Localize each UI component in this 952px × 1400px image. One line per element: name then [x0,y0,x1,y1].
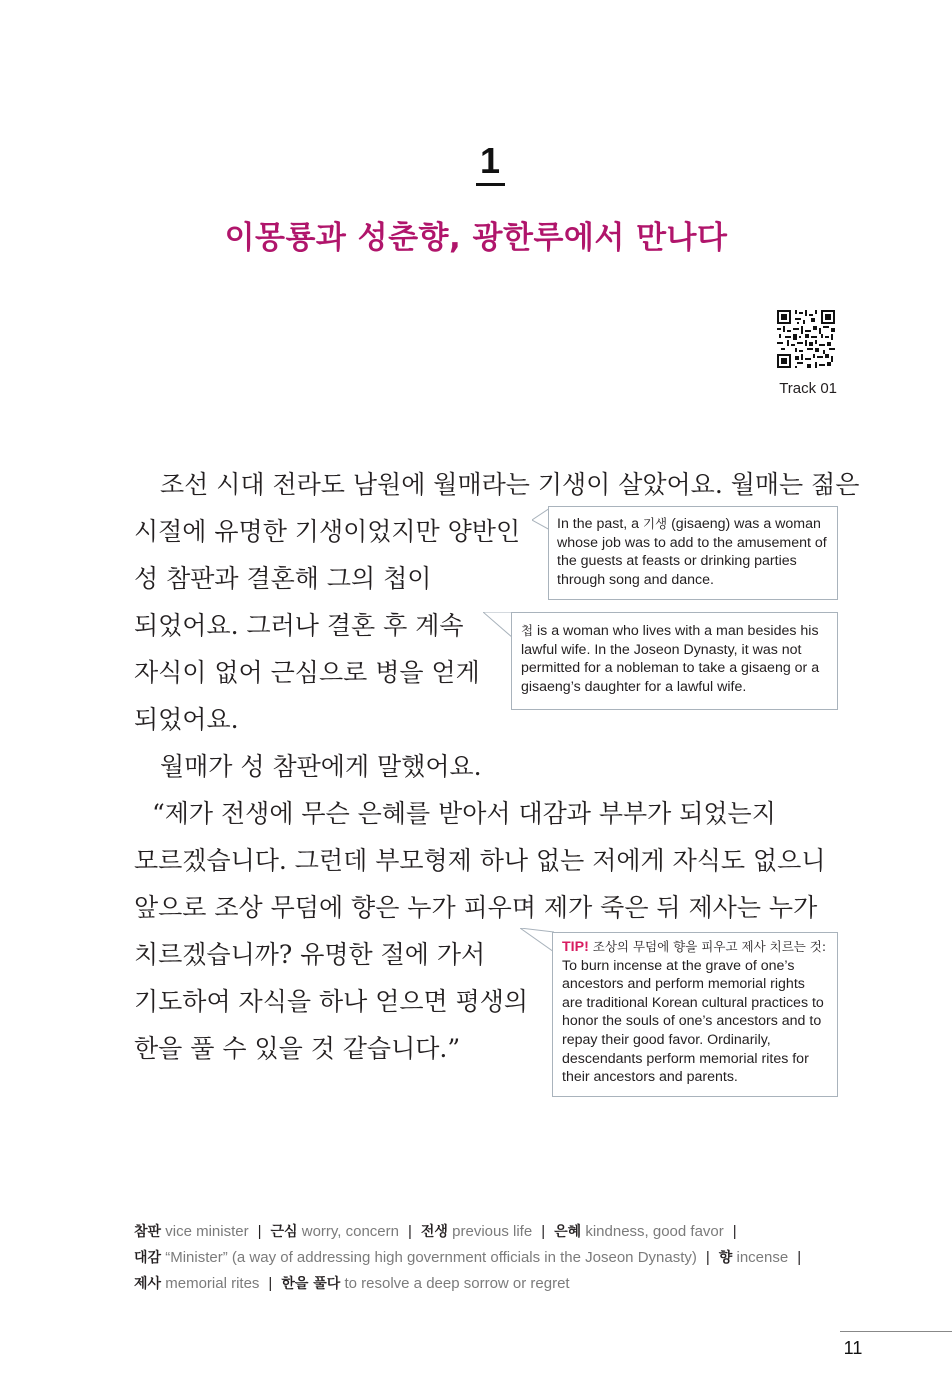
vocab-separator: | [268,1275,273,1292]
note-text: is a woman who lives with a man besides his lawful wife. In the Joseon Dynasty, it was not permitted for a nobleman to take a gisaeng or a gisaeng’s daughter for a lawful wife. [521,623,820,695]
vocab-term: 향 [718,1250,733,1266]
note-pointer [520,928,554,952]
body-line: 자식이 없어 근심으로 병을 얻게 [134,658,480,687]
tip-label: TIP! [562,939,589,955]
vocab-meaning: kindness, good favor [585,1223,724,1240]
body-line: 모르겠습니다. 그런데 부모형제 하나 없는 저에게 자식도 없으니 [134,846,826,875]
note-korean-term: 기생 [642,516,668,531]
vocab-meaning: incense [736,1249,789,1266]
note-text: In the past, a [557,516,643,532]
page-number-rule [840,1331,952,1332]
gloss-note-cheop [511,612,838,710]
vocab-meaning: to resolve a deep sorrow or regret [344,1275,570,1292]
page-number: 11 [843,1338,863,1358]
vocab-term: 근심 [270,1224,298,1240]
note-korean-term: 첩 [521,623,534,638]
body-line: 조선 시대 전라도 남원에 월매라는 기생이 살았어요. 월매는 젊은 [160,470,860,499]
body-line: 월매가 성 참판에게 말했어요. [160,752,482,781]
vocab-meaning: “Minister” (a way of addressing high government officials in the Joseon Dynasty) [165,1249,697,1266]
vocab-term: 한을 풀다 [281,1276,341,1292]
tip-korean-heading: 조상의 무덤에 향을 피우고 제사 치르는 것: [588,939,827,954]
vocab-line [134,1248,810,1268]
vocab-term: 대감 [134,1250,162,1266]
note-pointer [483,612,513,638]
chapter-number-underline [476,183,505,186]
vocab-separator: | [732,1223,737,1240]
body-line: 치르겠습니까? 유명한 절에 가서 [134,940,486,969]
vocab-term: 전생 [420,1224,448,1240]
tip-note [552,932,838,1097]
vocab-term: 제사 [134,1276,162,1292]
vocab-line [134,1274,570,1294]
vocab-separator: | [408,1223,412,1240]
chapter-title: 이몽룡과 성춘향, 광한루에서 만나다 [224,220,728,256]
body-line: 기도하여 자식을 하나 얻으면 평생의 [134,987,529,1016]
body-line: 되었어요. 그러나 결혼 후 계속 [134,611,464,640]
vocab-separator: | [257,1223,262,1240]
body-line: 되었어요. [134,705,239,734]
vocab-separator: | [705,1249,710,1266]
body-line: 앞으로 조상 무덤에 향은 누가 피우며 제가 죽은 뒤 제사는 누가 [134,893,818,922]
vocab-term: 참판 [134,1224,162,1240]
vocab-meaning: memorial rites [165,1275,260,1292]
body-line: 성 참판과 결혼해 그의 첩이 [134,564,432,593]
vocab-separator: | [541,1223,546,1240]
gloss-note-gisaeng [548,506,838,600]
vocab-meaning: previous life [452,1223,533,1240]
vocab-meaning: worry, concern [301,1223,399,1240]
body-line: “제가 전생에 무슨 은혜를 받아서 대감과 부부가 되었는지 [152,799,776,828]
chapter-number: 1 [479,140,501,181]
qr-code-icon[interactable] [777,310,835,368]
body-line: 시절에 유명한 기생이었지만 양반인 [134,517,521,546]
body-line: 한을 풀 수 있을 것 같습니다.” [134,1034,461,1063]
vocab-line [134,1222,746,1242]
tip-text: To burn incense at the grave of one’s ancestors and perform memorial rights are traditional Korean cultural practices to honor the souls of one’s ancestors and to repay their good favor. Ordinarily, descendants perform memorial rites for their ancestors and parents. [562,957,824,1086]
vocab-term: 은혜 [554,1224,582,1240]
vocab-separator: | [797,1249,802,1266]
track-label: Track 01 [779,380,837,397]
note-text: (gisaeng) was a woman whose job was to add to the amusement of the guests at feasts or drinking parties through song and dance. [557,516,827,588]
vocab-meaning: vice minister [165,1223,249,1240]
